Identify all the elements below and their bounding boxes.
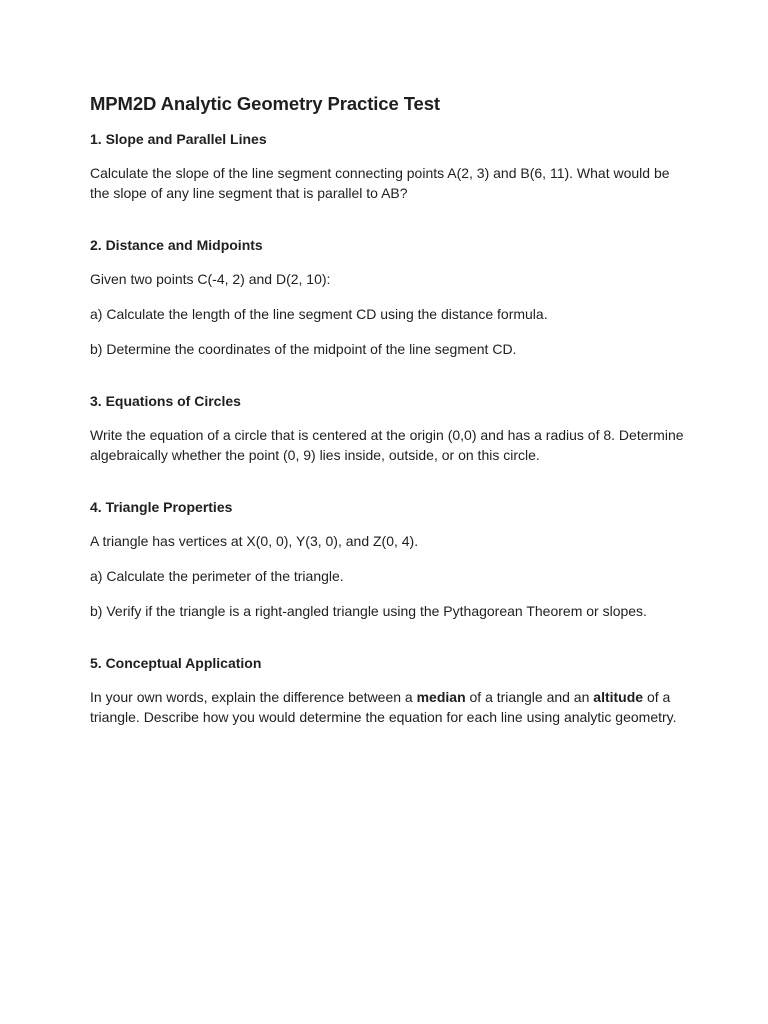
question-part-b: b) Verify if the triangle is a right-angled triangle using the Pythagorean Theorem or slopes. [90,603,647,619]
text-run: In your own words, explain the difference between a [90,689,417,705]
question-part-a: a) Calculate the length of the line segment CD using the distance formula. [90,306,548,322]
question-part-a: a) Calculate the perimeter of the triangle. [90,568,344,584]
document-title: MPM2D Analytic Geometry Practice Test [90,93,440,114]
section-heading: 2. Distance and Midpoints [90,237,263,253]
section-heading: 1. Slope and Parallel Lines [90,131,267,147]
text-run: of a triangle and an [465,689,594,705]
question-text: Calculate the slope of the line segment connecting points A(2, 3) and B(6, 11). What would be the slope of any line segment that is parallel to AB? [90,165,670,201]
question-text: Given two points C(-4, 2) and D(2, 10): [90,271,331,287]
section-distance-midpoints [90,235,690,359]
document-page [90,92,690,727]
question-text [90,687,690,727]
question-text: A triangle has vertices at X(0, 0), Y(3, 0), and Z(0, 4). [90,533,419,549]
section-heading: 3. Equations of Circles [90,393,241,409]
section-equations-circles [90,391,690,465]
text-run: of a triangle. Describe how you would determine the equation for each line using analytic geometry. [90,689,677,725]
section-heading: 5. Conceptual Application [90,655,262,671]
question-text: Write the equation of a circle that is centered at the origin (0,0) and has a radius of 8. Determine algebraically whether the point (0, 9) lies inside, outside, or on this circle. [90,427,684,463]
keyword-median: median [416,689,466,705]
section-conceptual-application [90,653,690,727]
section-triangle-properties [90,497,690,621]
question-part-b: b) Determine the coordinates of the midpoint of the line segment CD. [90,341,517,357]
section-heading: 4. Triangle Properties [90,499,233,515]
keyword-altitude: altitude [593,689,644,705]
section-slope-parallel [90,129,690,203]
